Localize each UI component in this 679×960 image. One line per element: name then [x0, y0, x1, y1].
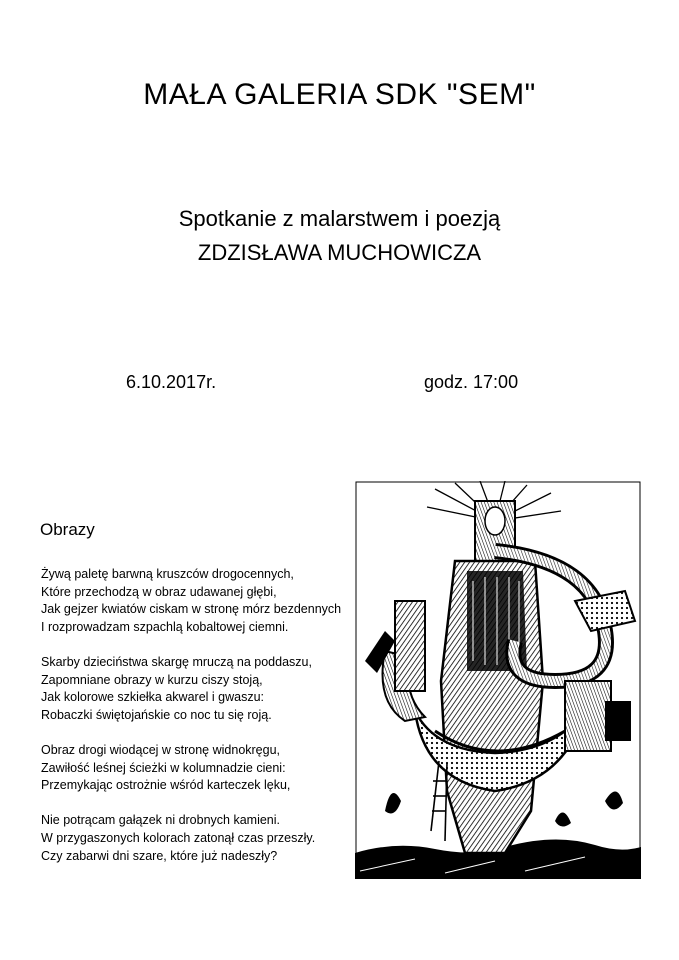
- poem-line: Jak gejzer kwiatów ciskam w stronę mórz bezdennych: [41, 602, 342, 617]
- poem-line: Robaczki świętojańskie co noc tu się roją.: [41, 707, 272, 722]
- poem-line: W przygaszonych kolorach zatonął czas przeszły.: [41, 830, 316, 845]
- poem-stanza: [41, 742, 341, 795]
- subtitle-line-1: Spotkanie z malarstwem i poezją: [178, 206, 501, 231]
- poem-line: Żywą paletę barwną kruszców drogocennych,: [41, 567, 294, 581]
- poem-line: Przemykając ostrożnie wśród karteczek lęku,: [41, 778, 291, 793]
- poem-title: Obrazy: [40, 520, 95, 539]
- poem-line: Skarby dzieciństwa skargę mruczą na poddaszu,: [41, 654, 312, 669]
- poem-line: I rozprowadzam szpachlą kobaltowej ciemni.: [41, 619, 289, 634]
- poem-line: Jak kolorowe szkiełka akwarel i gwaszu:: [41, 690, 265, 705]
- event-date: 6.10.2017r.: [126, 372, 217, 392]
- poem-stanza: [41, 812, 341, 865]
- poem-line: Czy zabarwi dni szare, które już nadeszły?: [41, 848, 278, 863]
- poem-body: [41, 566, 341, 883]
- subtitle: [0, 202, 679, 270]
- poem-stanza: [41, 566, 341, 636]
- artwork-illustration: [355, 481, 641, 879]
- artist-name: ZDZISŁAWA MUCHOWICZA: [197, 240, 482, 265]
- poem-line: Obraz drogi wiodącej w stronę widnokręgu,: [41, 742, 281, 757]
- page-title: MAŁA GALERIA SDK "SEM": [143, 78, 536, 111]
- poem-line: Które przechodzą w obraz udawanej głębi,: [41, 584, 277, 599]
- event-time: godz. 17:00: [424, 372, 519, 392]
- poem-stanza: [41, 654, 341, 724]
- poem-line: Zapomniane obrazy w kurzu ciszy stoją,: [41, 672, 263, 687]
- poem-line: Zawiłość leśnej ścieżki w kolumnadzie cieni:: [41, 760, 286, 775]
- poem-line: Nie potrącam gałązek ni drobnych kamieni.: [41, 813, 281, 828]
